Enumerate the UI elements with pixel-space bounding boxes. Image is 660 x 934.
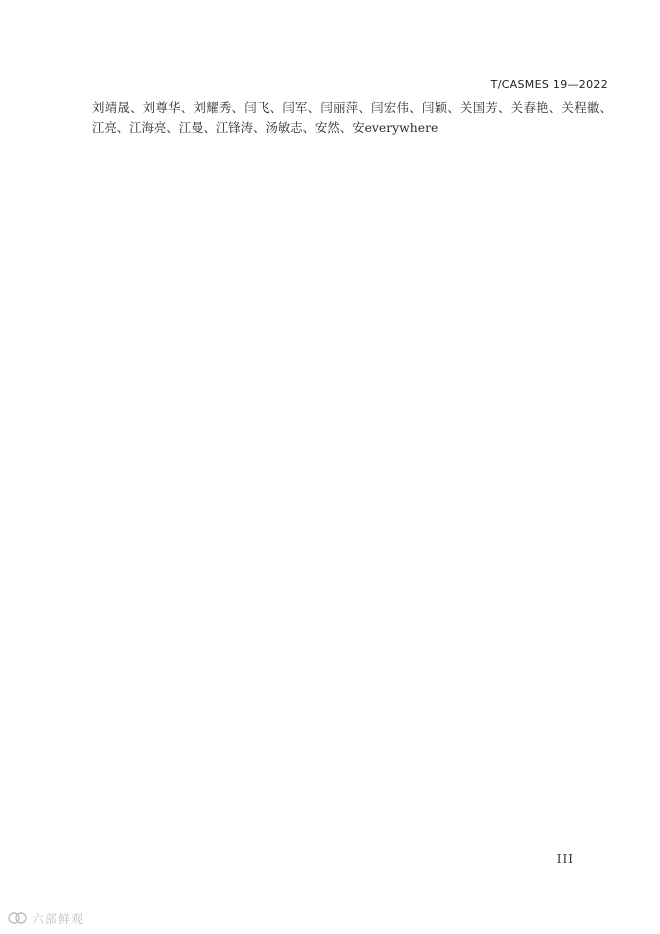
standard-code-header: T/CASMES 19—2022 [490,78,608,91]
watermark-text: 六部鲜观 [32,911,85,926]
body-text: 刘靖晟、刘尊华、刘耀秀、闫飞、闫军、闫丽萍、闫宏伟、闫颖、关国芳、关春艳、关程徽、江亮、江海亮、江曼、江锋涛、汤敏志、安然、安everywhere [92,100,612,136]
watermark [8,908,84,928]
page-number: III [556,852,574,866]
watermark-logo-icon [8,910,28,926]
